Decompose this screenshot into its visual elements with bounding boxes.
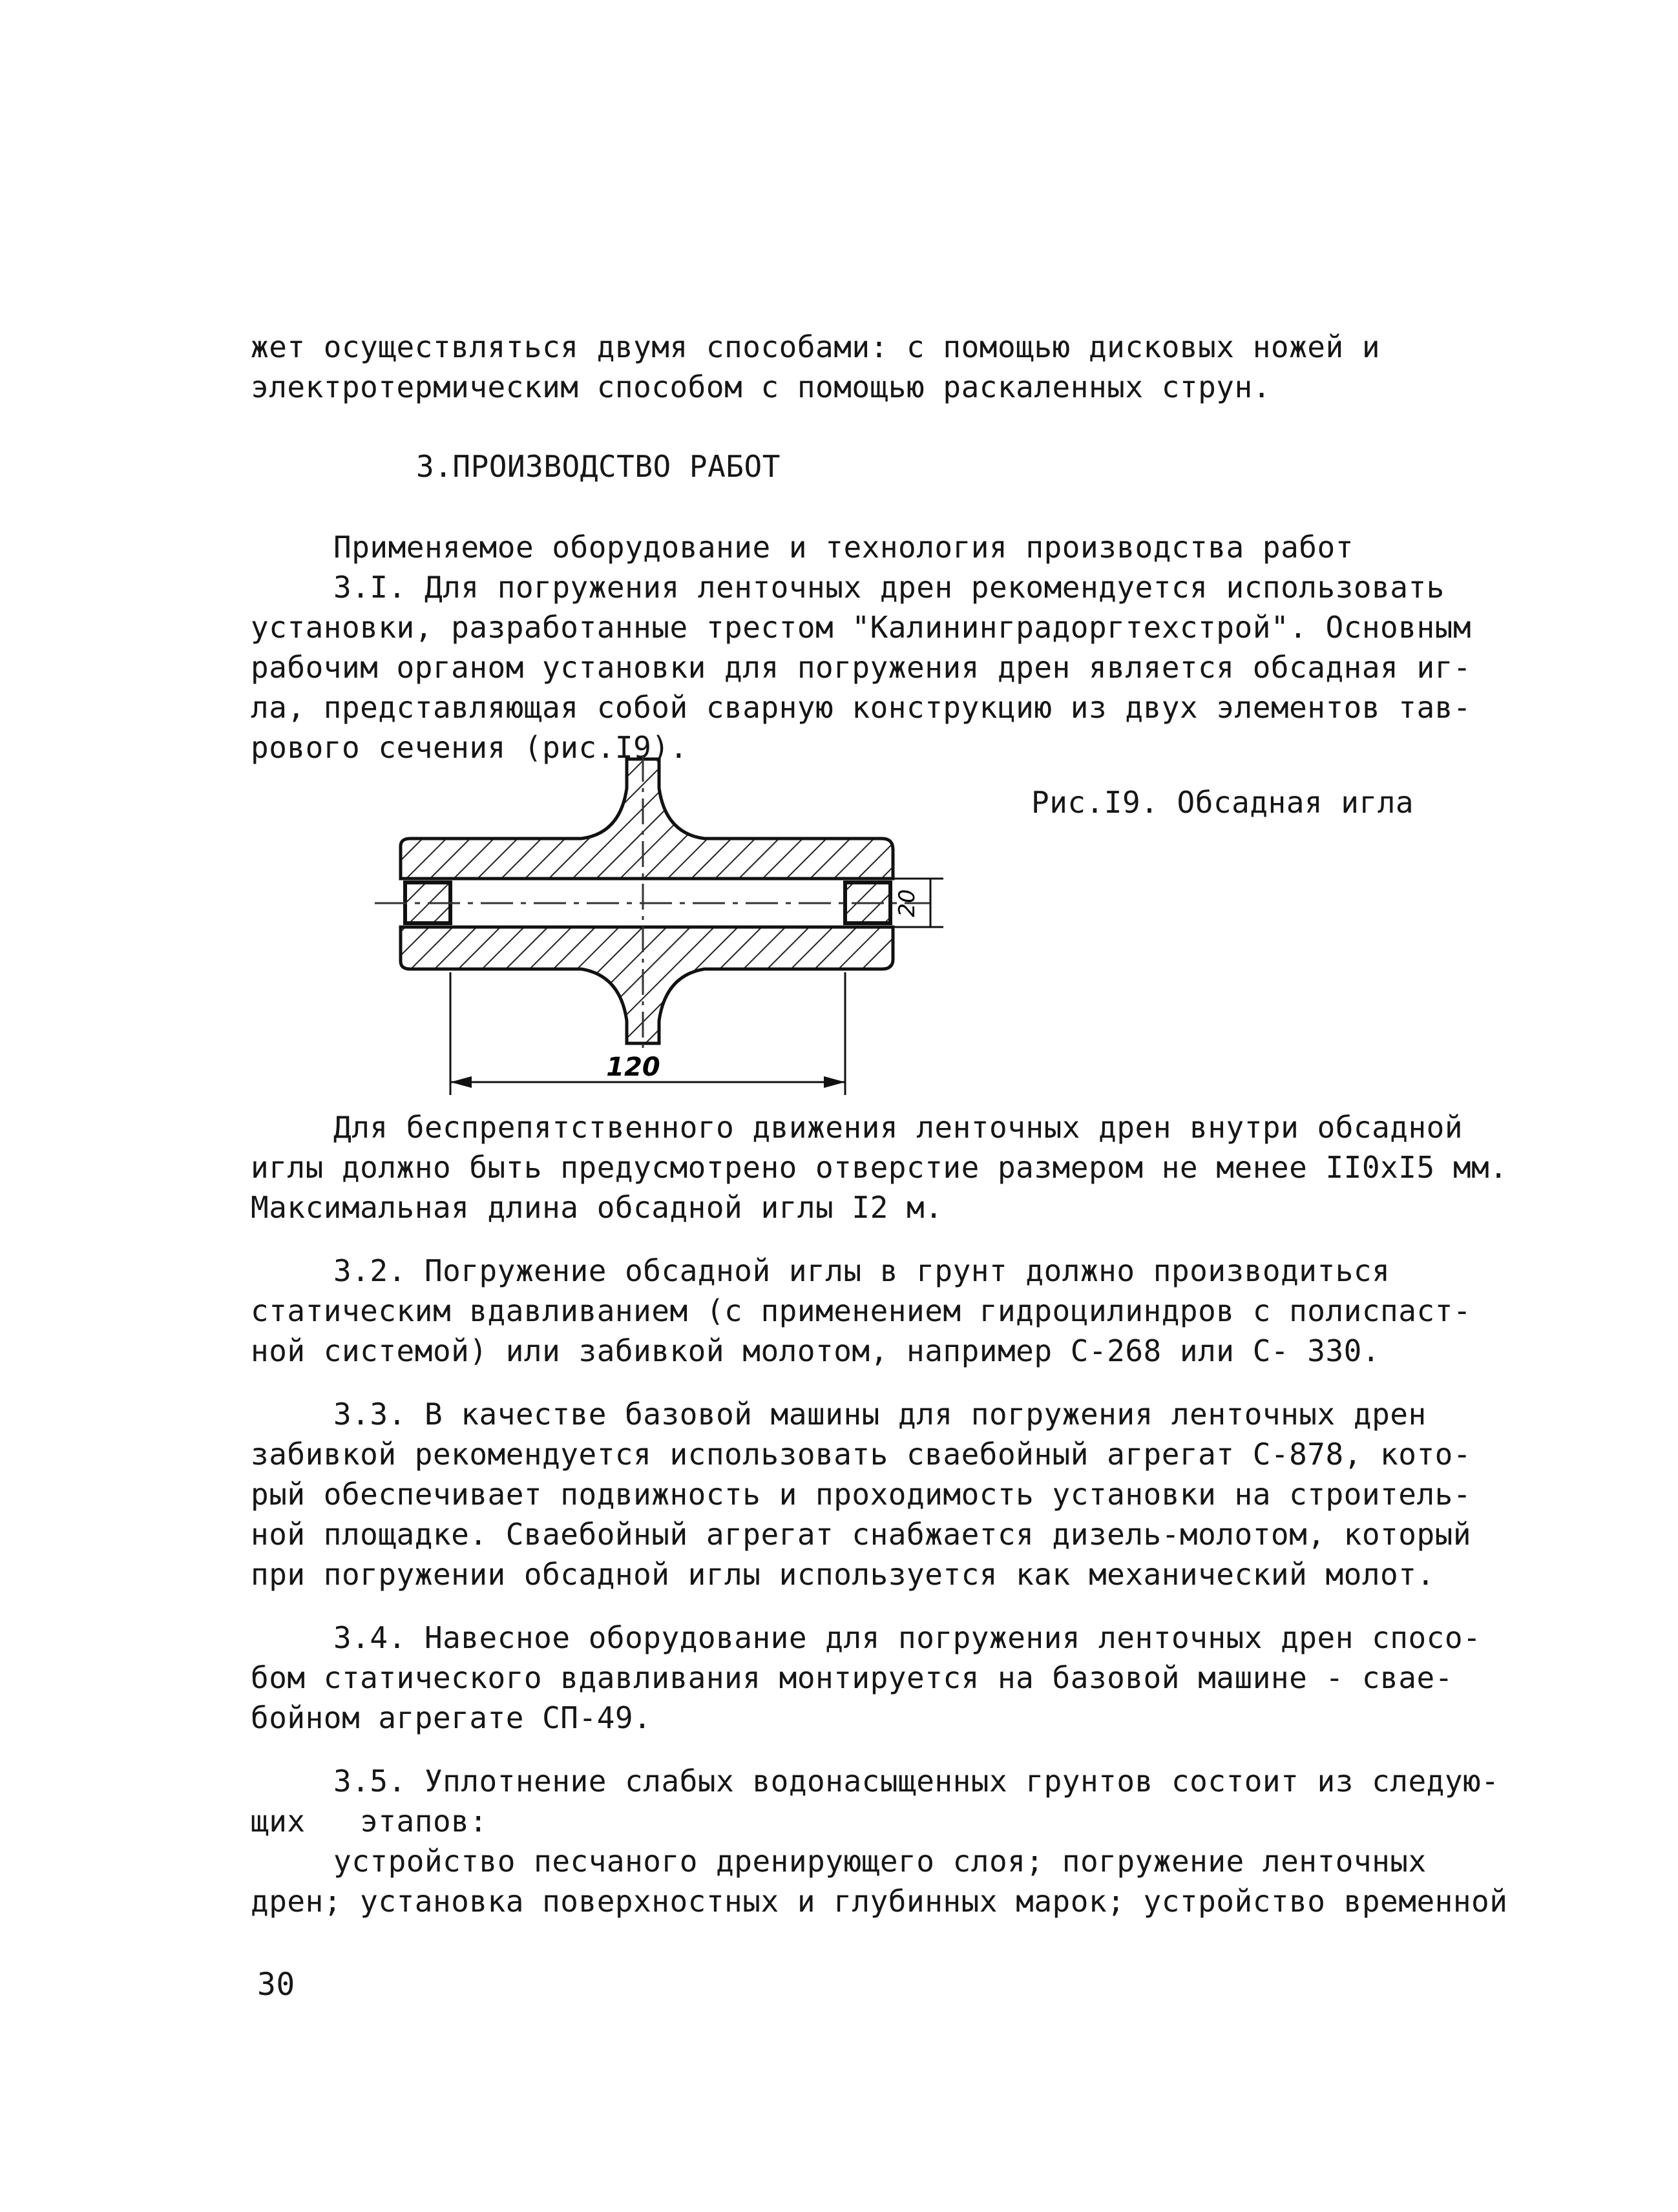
p33-line-1: 3.3. В качестве базовой машины для погружения ленточных дрен xyxy=(333,1397,1427,1432)
p31-line-2: установки, разработанные трестом "Калининградоргтехстрой". Основным xyxy=(251,610,1472,645)
p33-line-5: при погружении обсадной иглы используется как механический молот. xyxy=(251,1557,1435,1592)
p35-line-3: устройство песчаного дренирующего слоя; погружение ленточных xyxy=(333,1844,1427,1879)
p32-line-1: 3.2. Погружение обсадной иглы в грунт должно производиться xyxy=(333,1253,1390,1288)
dim-height-label: 20 xyxy=(894,889,920,917)
dim-arrow-right xyxy=(824,1076,845,1088)
dim-width-label: 120 xyxy=(606,1052,660,1082)
figure-caption: Рис.I9. Обсадная игла xyxy=(1031,785,1414,820)
p-after-fig-line-2: иглы должно быть предусмотрено отверстие размером не менее II0xI5 мм. xyxy=(251,1150,1508,1185)
subheading: Применяемое оборудование и технология производства работ xyxy=(333,530,1354,565)
p31-line-4: ла, представляющая собой сварную конструкцию из двух элементов тав- xyxy=(251,690,1472,725)
p31-line-1: 3.I. Для погружения ленточных дрен рекомендуется использовать xyxy=(333,570,1445,605)
p31-line-3: рабочим органом установки для погружения дрен является обсадная иг- xyxy=(251,650,1472,685)
page-number: 30 xyxy=(257,1967,295,2003)
dim-arrow-left xyxy=(450,1076,472,1088)
p34-line-1: 3.4. Навесное оборудование для погружения ленточных дрен спосо- xyxy=(333,1620,1482,1655)
section-heading: 3.ПРОИЗВОДСТВО РАБОТ xyxy=(416,449,781,484)
p34-line-2: бом статического вдавливания монтируется на базовой машине - свае- xyxy=(251,1660,1453,1695)
p33-line-3: рый обеспечивает подвижность и проходимость установки на строитель- xyxy=(251,1477,1472,1512)
p35-line-4: дрен; установка поверхностных и глубинных марок; устройство временной xyxy=(251,1884,1508,1919)
casing-needle-figure xyxy=(362,756,976,1118)
p32-line-3: ной системой) или забивкой молотом, например С-268 или С- 330. xyxy=(251,1333,1381,1368)
p33-line-4: ной площадке. Сваебойный агрегат снабжается дизель-молотом, который xyxy=(251,1517,1472,1552)
p31-line-5: рового сечения (рис.I9). xyxy=(251,730,688,765)
p32-line-2: статическим вдавливанием (с применением гидроцилиндров с полиспаст- xyxy=(251,1293,1472,1328)
needle-upper-section xyxy=(401,759,893,879)
p35-line-2: щих этапов: xyxy=(251,1804,488,1839)
p33-line-2: забивкой рекомендуется использовать сваебойный агрегат С-878, кото- xyxy=(251,1437,1472,1472)
p-after-fig-line-3: Максимальная длина обсадной иглы I2 м. xyxy=(251,1190,943,1225)
p34-line-3: бойном агрегате СП-49. xyxy=(251,1700,652,1735)
intro-line-2: электротермическим способом с помощью раскаленных струн. xyxy=(251,370,1271,404)
intro-line-1: жет осуществляться двумя способами: с помощью дисковых ножей и xyxy=(251,329,1381,364)
p35-line-1: 3.5. Уплотнение слабых водонасыщенных грунтов состоит из следую- xyxy=(333,1764,1500,1799)
p-after-fig-line-1: Для беспрепятственного движения ленточных дрен внутри обсадной xyxy=(333,1110,1463,1145)
needle-lower-section xyxy=(401,927,893,1043)
